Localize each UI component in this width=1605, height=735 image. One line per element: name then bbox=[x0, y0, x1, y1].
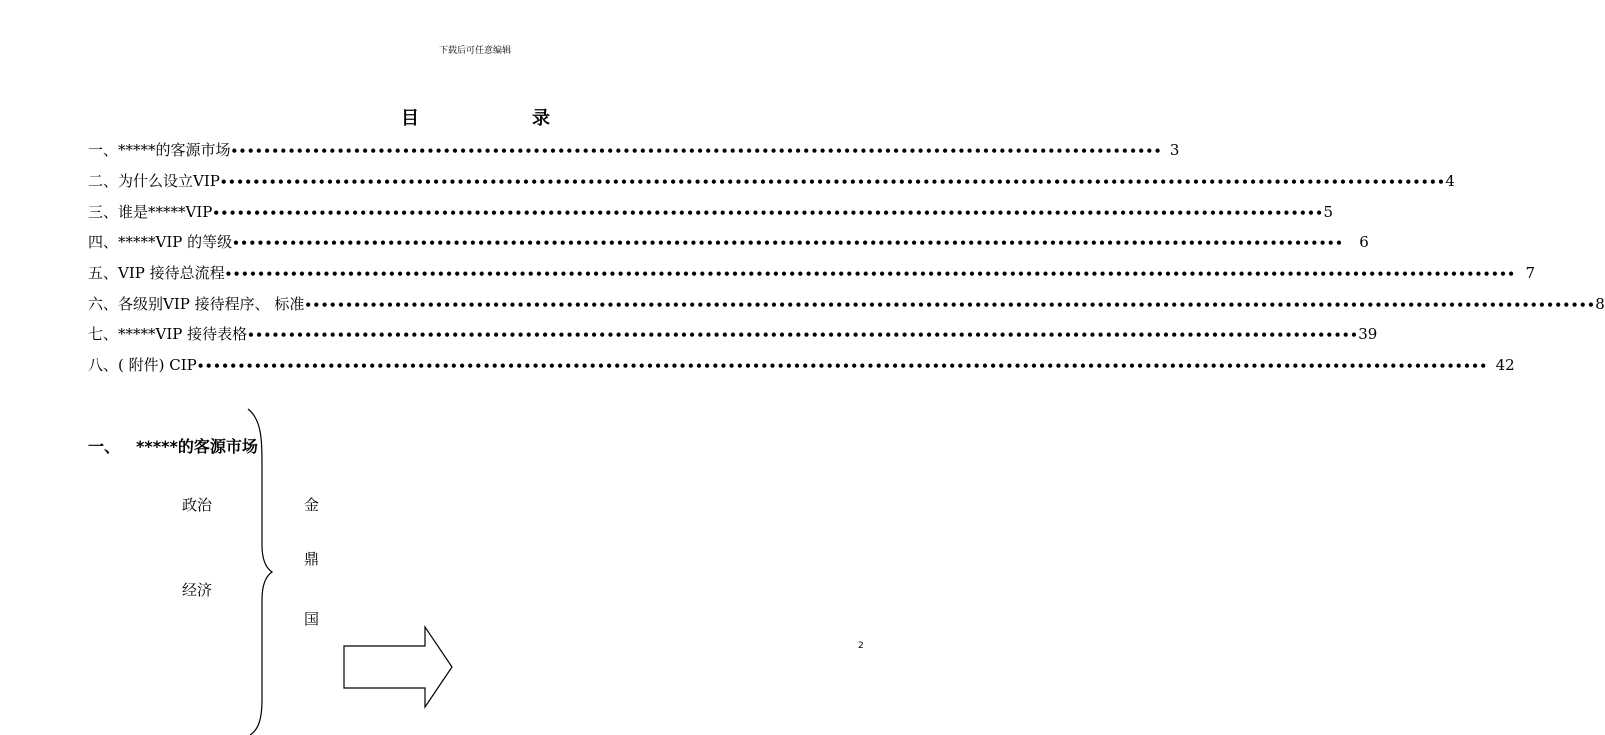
toc-entry-page: 39 bbox=[1358, 325, 1378, 343]
section-number: 一、 bbox=[88, 437, 121, 456]
toc-entry-page: 8 bbox=[1595, 295, 1605, 313]
toc-entry-label: 七、*****VIP 接待表格 bbox=[88, 325, 248, 343]
toc-entry-label: 四、*****VIP 的等级 bbox=[88, 233, 233, 251]
vertical-char: 金 bbox=[304, 496, 320, 514]
toc-leader-dots: •••••••••••••••••••••••••••••••••••••••••••••••••••••••••••••••••••••••••••••••••••••••••••••••••••••••••••••••••• bbox=[230, 144, 1162, 158]
toc-leader-dots: •••••••••••••••••••••••••••••••••••••••••••••••••••••••••••••••••••••••••••••••••••••••••••••••••••••••••••••••••••••••••••••••••••••••• bbox=[232, 236, 1344, 250]
toc-title-right: 录 bbox=[532, 108, 550, 129]
header-note: 下载后可任意编辑 bbox=[438, 46, 511, 56]
toc-entry-page: 6 bbox=[1359, 233, 1369, 251]
toc-entry-page: 5 bbox=[1323, 203, 1334, 221]
toc-entry-label: 一、*****的客源市场 bbox=[88, 141, 231, 159]
vertical-char: 国 bbox=[304, 610, 320, 628]
toc-entry-label: 二、为什么设立VIP bbox=[88, 172, 220, 190]
toc-entry-page: 4 bbox=[1445, 172, 1455, 190]
vertical-char: 鼎 bbox=[304, 550, 320, 568]
curly-brace-shape bbox=[248, 409, 272, 735]
toc-title-left: 目 bbox=[401, 108, 419, 129]
toc-entry-label: 八、( 附件) CIP bbox=[88, 356, 197, 374]
toc-leader-dots: •••••••••••••••••••••••••••••••••••••••••••••••••••••••••••••••••••••••••••••••••••••••••••••••••••••••••••••••••••••••••••••••••••••••••••••••••••••••••••••• bbox=[304, 298, 1596, 312]
politics-label: 政治 bbox=[182, 496, 213, 514]
toc-leader-dots: •••••••••••••••••••••••••••••••••••••••••••••••••••••••••••••••••••••••••••••••••••••••••••••••••••••••••••••••••••••••••••••••••••••••• bbox=[247, 328, 1359, 342]
toc-leader-dots: •••••••••••••••••••••••••••••••••••••••••••••••••••••••••••••••••••••••••••••••••••••••••••••••••••••••••••••••••••••••••••••••••••••••••••••••••••••••••••••• bbox=[196, 359, 1488, 373]
economy-label: 经济 bbox=[182, 581, 213, 599]
toc-entry-page: 42 bbox=[1495, 356, 1515, 374]
section-title: *****的客源市场 bbox=[136, 437, 258, 456]
right-arrow-shape bbox=[344, 627, 452, 707]
toc-leader-dots: •••••••••••••••••••••••••••••••••••••••••••••••••••••••••••••••••••••••••••••••••••••••••••••••••••••••••••••••••••••••••••••••••••••••• bbox=[212, 206, 1324, 220]
toc-entry-label: 六、各级别VIP 接待程序、 标准 bbox=[88, 295, 305, 313]
toc-entry-page: 7 bbox=[1525, 264, 1536, 282]
toc-leader-dots: •••••••••••••••••••••••••••••••••••••••••••••••••••••••••••••••••••••••••••••••••••••••••••••••••••••••••••••••••••••••••••••••••••••••••••••••••••••• bbox=[219, 175, 1446, 189]
toc-entry-label: 五、VIP 接待总流程 bbox=[88, 264, 225, 282]
toc-entry-label: 三、谁是*****VIP bbox=[88, 203, 213, 221]
page-number: 2 bbox=[858, 641, 864, 651]
toc-entry-page: 3 bbox=[1169, 141, 1180, 159]
toc-leader-dots: •••••••••••••••••••••••••••••••••••••••••••••••••••••••••••••••••••••••••••••••••••••••••••••••••••••••••••••••••••••••••••••••••••••••••••••••••••••••••••••• bbox=[224, 267, 1516, 281]
